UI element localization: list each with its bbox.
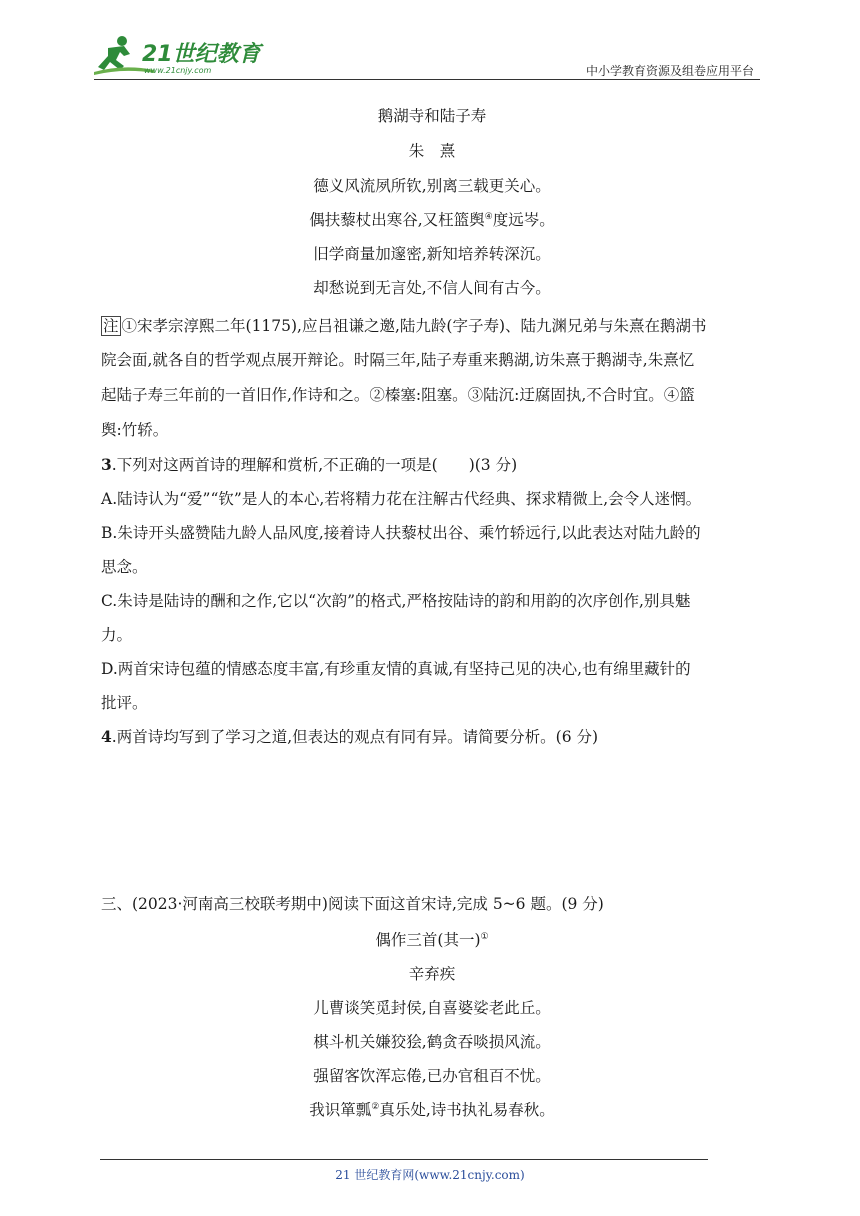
page-header bbox=[0, 0, 860, 90]
question-4-stem: 4.两首诗均写到了学习之道,但表达的观点有同有异。请简要分析。(6 分) bbox=[101, 727, 599, 746]
q3-option-d: D.两首宋诗包蕴的情感态度丰富,有珍重友情的真诚,有坚持己见的决心,也有绵里藏针的 bbox=[101, 660, 691, 678]
q3-option-a: A.陆诗认为“爱”“钦”是人的本心,若将精力花在注解古代经典、探求精微上,会令人迷惘。 bbox=[101, 490, 702, 508]
poem2-line-4: 却愁说到无言处,不信人间有古今。 bbox=[313, 279, 551, 297]
poem3-line-2: 棋斗机关嫌狡狯,鹤贪吞啖损风流。 bbox=[313, 1033, 551, 1051]
section-3-heading: 三、(2023·河南高三校联考期中)阅读下面这首宋诗,完成 5~6 题。(9 分) bbox=[101, 895, 604, 913]
q3-option-d-cont: 批评。 bbox=[101, 694, 148, 712]
logo bbox=[94, 34, 264, 78]
logo-text: 21世纪教育 bbox=[142, 42, 261, 67]
footnote-mark: ④ bbox=[484, 212, 493, 222]
note-line-4: 舆:竹轿。 bbox=[101, 421, 169, 439]
note-label: 注 bbox=[103, 317, 119, 335]
q3-option-c: C.朱诗是陆诗的酬和之作,它以“次韵”的格式,严格按陆诗的韵和用韵的次序创作,别具魅 bbox=[101, 592, 691, 610]
footnote-mark: ① bbox=[480, 932, 489, 942]
footnote-mark: ② bbox=[371, 1102, 380, 1112]
q3-option-b: B.朱诗开头盛赞陆九龄人品风度,接着诗人扶藜杖出谷、乘竹轿远行,以此表达对陆九龄的 bbox=[101, 524, 701, 542]
poem2-author: 朱 熹 bbox=[408, 142, 456, 160]
footer-divider bbox=[100, 1159, 708, 1160]
question-3-stem: 3.下列对这两首诗的理解和赏析,不正确的一项是( )(3 分) bbox=[101, 455, 518, 474]
note-line-2: 院会面,就各自的哲学观点展开辩论。时隔三年,陆子寿重来鹅湖,访朱熹于鹅湖寺,朱熹忆 bbox=[101, 351, 695, 369]
header-divider bbox=[94, 79, 760, 80]
poem3-line-3: 强留客饮浑忘倦,已办官租百不忧。 bbox=[313, 1067, 551, 1085]
logo-url: www.21cnjy.com bbox=[144, 66, 212, 75]
poem2-line-2: 偶扶藜杖出寒谷,又枉篮舆④度远岑。 bbox=[309, 211, 555, 229]
q3-option-c-cont: 力。 bbox=[101, 626, 133, 644]
poem3-line-4: 我识箪瓢②真乐处,诗书执礼易春秋。 bbox=[309, 1101, 555, 1119]
poem3-line-1: 儿曹谈笑觅封侯,自喜婆娑老此丘。 bbox=[313, 999, 551, 1017]
poem2-title: 鹅湖寺和陆子寿 bbox=[377, 107, 487, 125]
poem3-author: 辛弃疾 bbox=[408, 965, 456, 983]
poem3-title: 偶作三首(其一)① bbox=[375, 931, 489, 949]
note-line-3: 起陆子寿三年前的一首旧作,作诗和之。②榛塞:阻塞。③陆沉:迂腐固执,不合时宜。④篮 bbox=[101, 386, 695, 404]
poem2-line-1: 德义风流夙所钦,别离三载更关心。 bbox=[313, 177, 551, 195]
q3-option-b-cont: 思念。 bbox=[101, 558, 148, 576]
platform-name: 中小学教育资源及组卷应用平台 bbox=[585, 64, 754, 78]
note-line-1: 注 ①宋孝宗淳熙二年(1175),应吕祖谦之邀,陆九龄(字子寿)、陆九渊兄弟与朱熹在鹅湖书 bbox=[103, 317, 707, 335]
footer-link[interactable]: 21 世纪教育网(www.21cnjy.com) bbox=[335, 1168, 525, 1182]
poem2-line-3: 旧学商量加邃密,新知培养转深沉。 bbox=[313, 245, 551, 263]
